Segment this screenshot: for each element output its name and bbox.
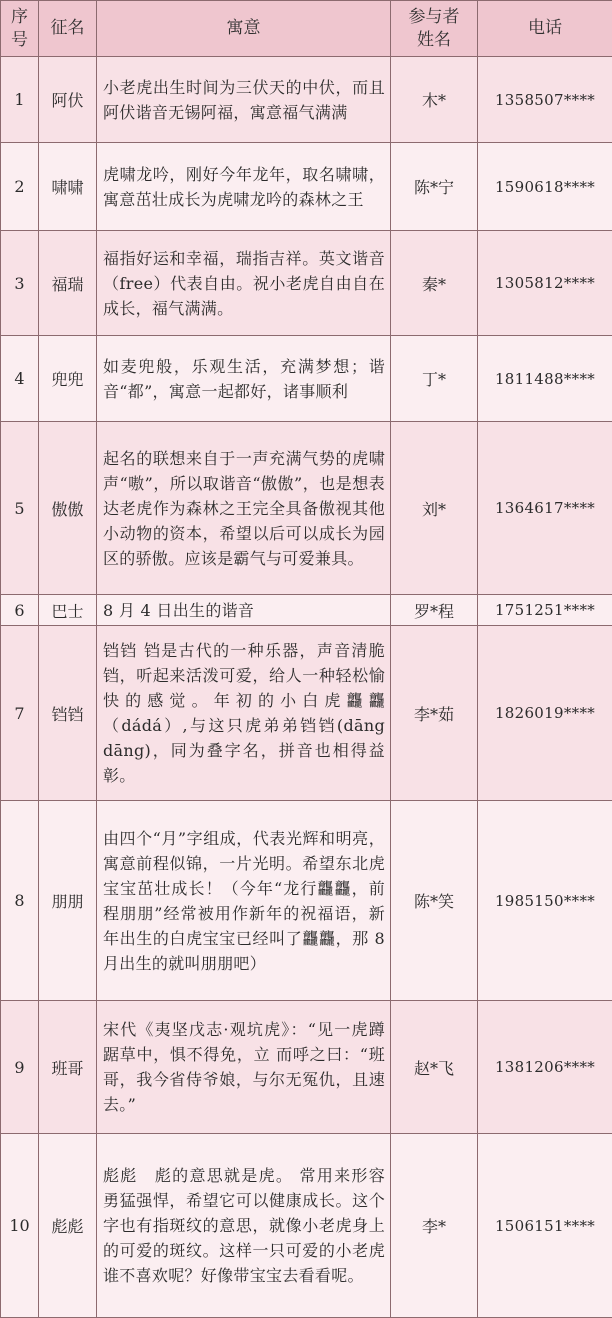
table-row: [1, 422, 612, 595]
phone-cell: 1305812****: [478, 231, 612, 336]
phone-cell: 1590618****: [478, 143, 612, 231]
participant-cell: 刘*: [391, 422, 478, 595]
table-row: [1, 57, 612, 143]
participant-cell: 丁*: [391, 336, 478, 422]
name-cell: 阿伏: [39, 57, 97, 143]
phone-cell: 1358507****: [478, 57, 612, 143]
name-cell: 福瑞: [39, 231, 97, 336]
name-cell: 啸啸: [39, 143, 97, 231]
table-row: [1, 626, 612, 801]
participant-cell: 李*茹: [391, 626, 478, 801]
name-cell: 铛铛: [39, 626, 97, 801]
header-row: [1, 1, 612, 57]
table-row: [1, 1134, 612, 1318]
table-row: [1, 231, 612, 336]
meaning-cell: 宋代《夷坚戊志·观坑虎》：“见一虎蹲踞草中，惧不得免，立 而呼之曰：“班哥，我今省侍爷娘，与尔无冤仇，且速去。”: [97, 1001, 391, 1134]
meaning-cell: 铛铛 铛是古代的一种乐器，声音清脆铛，听起来活泼可爱，给人一种轻松愉快的感觉。年初的小白虎龘龘（dádá）,与这只虎弟弟铛铛(dāng dāng)，同为叠字名，拼音也相得益彰。: [97, 626, 391, 801]
phone-cell: 1381206****: [478, 1001, 612, 1134]
header-phone: 电话: [478, 1, 612, 57]
phone-cell: 1826019****: [478, 626, 612, 801]
participant-cell: 赵*飞: [391, 1001, 478, 1134]
table-row: [1, 336, 612, 422]
phone-cell: 1751251****: [478, 595, 612, 626]
table-row: [1, 801, 612, 1001]
table-row: [1, 1001, 612, 1134]
seq-cell: 2: [1, 143, 39, 231]
header-participant: 参与者姓名: [391, 1, 478, 57]
phone-cell: 1811488****: [478, 336, 612, 422]
name-cell: 巴士: [39, 595, 97, 626]
table-row: [1, 595, 612, 626]
seq-cell: 6: [1, 595, 39, 626]
header-seq: 序号: [1, 1, 39, 57]
name-cell: 兜兜: [39, 336, 97, 422]
table-row: [1, 143, 612, 231]
meaning-cell: 福指好运和幸福，瑞指吉祥。英文谐音（free）代表自由。祝小老虎自由自在成长，福气满满。: [97, 231, 391, 336]
name-cell: 朋朋: [39, 801, 97, 1001]
meaning-cell: 虎啸龙吟，刚好今年龙年，取名啸啸，寓意茁壮成长为虎啸龙吟的森林之王: [97, 143, 391, 231]
phone-cell: 1985150****: [478, 801, 612, 1001]
participant-cell: 罗*程: [391, 595, 478, 626]
participant-cell: 秦*: [391, 231, 478, 336]
participant-cell: 陈*宁: [391, 143, 478, 231]
seq-cell: 8: [1, 801, 39, 1001]
participant-cell: 陈*笑: [391, 801, 478, 1001]
header-name: 征名: [39, 1, 97, 57]
meaning-cell: 8 月 4 日出生的谐音: [97, 595, 391, 626]
name-cell: 傲傲: [39, 422, 97, 595]
phone-cell: 1506151****: [478, 1134, 612, 1318]
name-cell: 彪彪: [39, 1134, 97, 1318]
seq-cell: 9: [1, 1001, 39, 1134]
seq-cell: 7: [1, 626, 39, 801]
seq-cell: 5: [1, 422, 39, 595]
meaning-cell: 由四个“月”字组成，代表光辉和明亮，寓意前程似锦，一片光明。希望东北虎宝宝茁壮成长！（今年“龙行龘龘，前程朋朋”经常被用作新年的祝福语，新年出生的白虎宝宝已经叫了龘龘，那 8 月出生的就叫朋朋吧）: [97, 801, 391, 1001]
phone-cell: 1364617****: [478, 422, 612, 595]
header-meaning: 寓意: [97, 1, 391, 57]
participant-cell: 木*: [391, 57, 478, 143]
meaning-cell: 小老虎出生时间为三伏天的中伏，而且阿伏谐音无锡阿福，寓意福气满满: [97, 57, 391, 143]
seq-cell: 3: [1, 231, 39, 336]
seq-cell: 4: [1, 336, 39, 422]
seq-cell: 1: [1, 57, 39, 143]
meaning-cell: 如麦兜般，乐观生活，充满梦想；谐音“都”，寓意一起都好，诸事顺利: [97, 336, 391, 422]
seq-cell: 10: [1, 1134, 39, 1318]
meaning-cell: 彪彪 彪的意思就是虎。 常用来形容勇猛强悍，希望它可以健康成长。这个字也有指斑纹的意思，就像小老虎身上的可爱的斑纹。这样一只可爱的小老虎谁不喜欢呢？好像带宝宝去看看呢。: [97, 1134, 391, 1318]
meaning-cell: 起名的联想来自于一声充满气势的虎啸声“嗷”，所以取谐音“傲傲”，也是想表达老虎作为森林之王完全具备傲视其他小动物的资本，希望以后可以成长为园区的骄傲。应该是霸气与可爱兼具。: [97, 422, 391, 595]
participant-cell: 李*: [391, 1134, 478, 1318]
name-cell: 班哥: [39, 1001, 97, 1134]
